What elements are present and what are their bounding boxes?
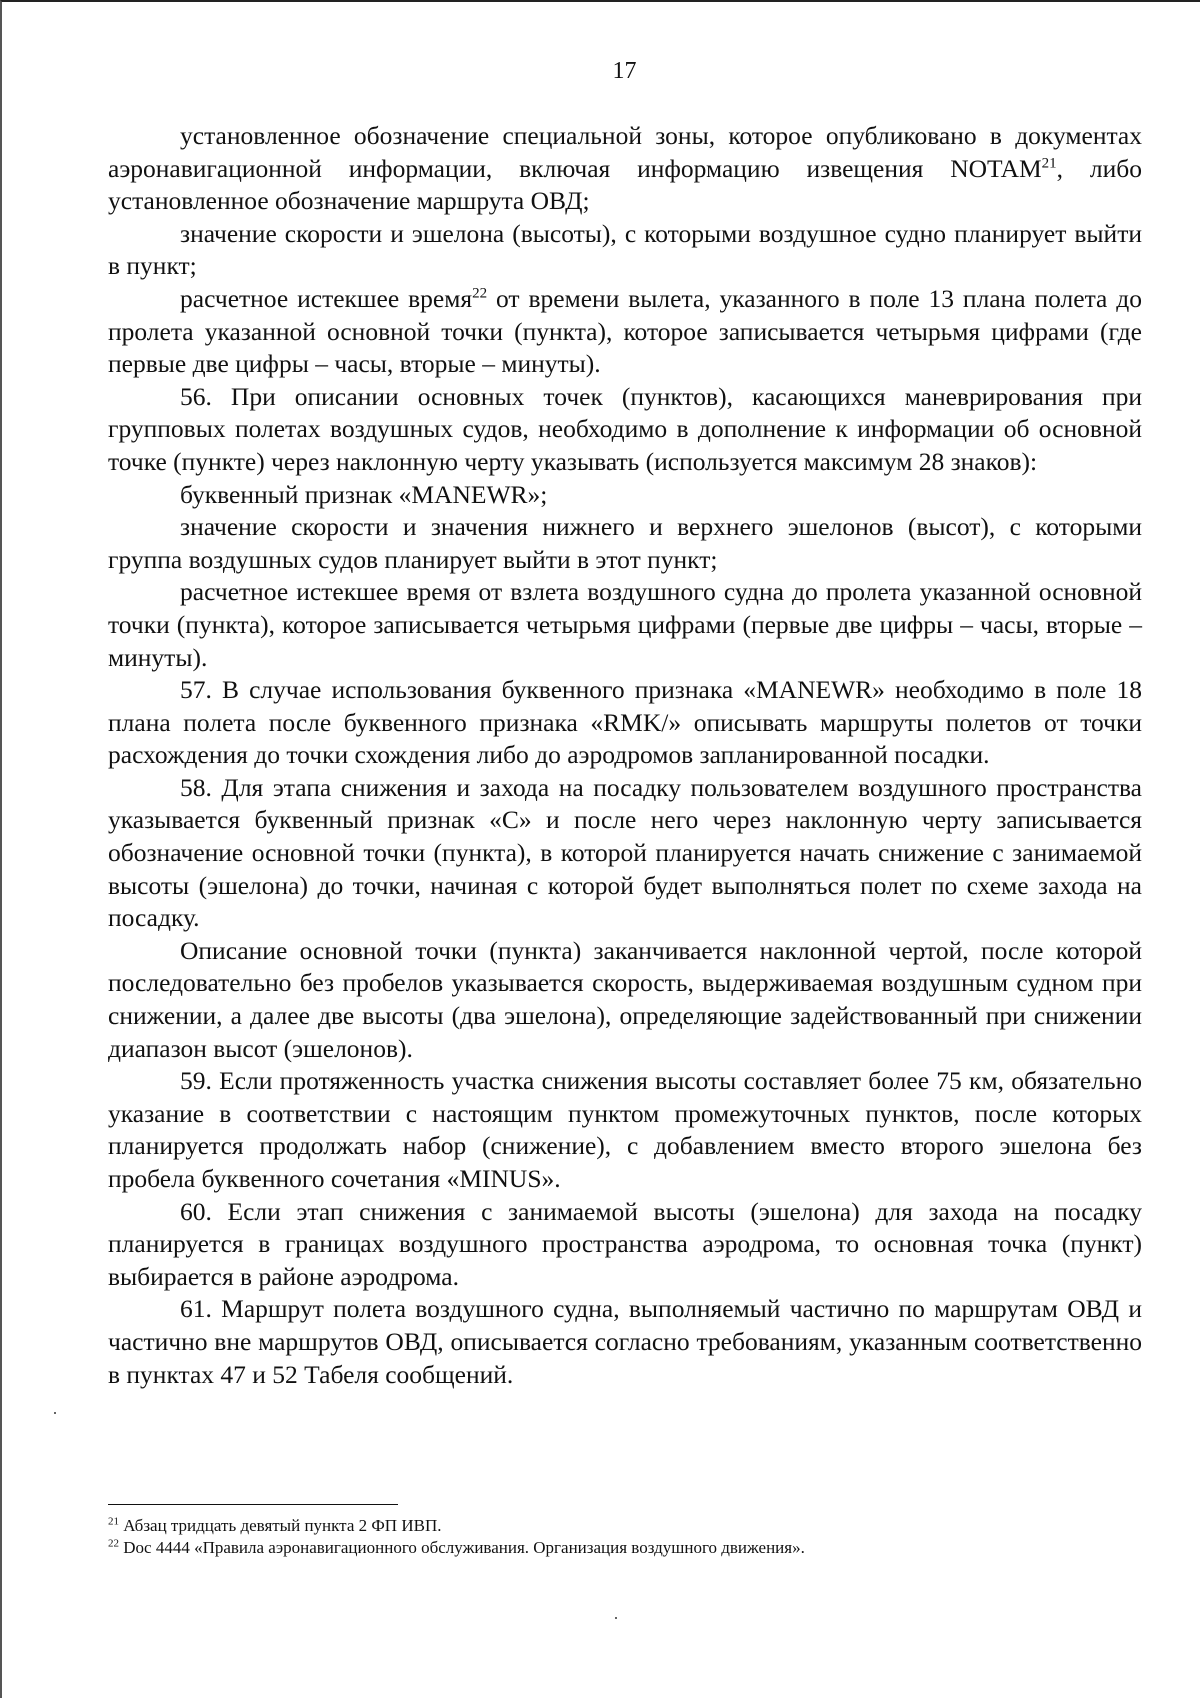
footnote-ref[interactable]: 21 [1041, 155, 1057, 172]
body-text [108, 120, 1142, 1391]
paragraph: буквенный признак «MANEWR»; [180, 479, 548, 509]
paragraph: 60. Если этап снижения с занимаемой высоты (эшелона) для захода на посадку планируется в границах воздушного пространства аэродрома, то основная точка (пункт) выбирается в районе аэродрома. [108, 1196, 1142, 1291]
paragraph: расчетное истекшее время от взлета воздушного судна до пролета указанной основной точки (пункта), которое записывается четырьмя цифрами (первые две цифры – часы, вторые – минуты). [108, 577, 1142, 672]
paragraph: расчетное истекшее время$^{22}$ от времени вылета, указанного в поле 13 плана полета до пролета указанной основной точки (пункта), которое записывается четырьмя цифрами (где первые две цифры – часы, вторые – минуты). [108, 283, 1143, 379]
paragraph: Описание основной точки (пункта) заканчивается наклонной чертой, после которой последовательно без пробелов указывается скорость, выдерживаемая воздушным судном при снижении, а далее две высоты (два эшелона), определяющие задействованный при снижении диапазон высот (эшелонов). [108, 935, 1142, 1063]
paragraph: 57. В случае использования буквенного признака «MANEWR» необходимо в поле 18 плана полета после буквенного признака «RMK/» описывать маршруты полетов от точки расхождения до точки схождения либо до аэродромов запланированной посадки. [108, 675, 1142, 770]
paragraph: установленное обозначение специальной зоны, которое опубликовано в документах аэронавигационной информации, включая информацию извещения NOTAM$^{21}$, либо установленное обозначение маршрута ОВД; [108, 121, 1142, 216]
footnotes [108, 1515, 1142, 1559]
footnote-ref[interactable]: 22 [472, 285, 488, 302]
page-number: 17 [612, 58, 637, 84]
paragraph: значение скорости и эшелона (высоты), с которыми воздушное судно планирует выйти в пункт; [108, 218, 1142, 281]
paragraph: 56. При описании основных точек (пунктов), касающихся маневрирования при групповых полетах воздушных судов, необходимо в дополнение к информации об основной точке (пункте) через наклонную черту указывать (используется максимум 28 знаков): [108, 381, 1142, 476]
footnote: $^{22}$ Doc 4444 «Правила аэронавигационного обслуживания. Организация воздушного движения». [108, 1537, 805, 1557]
scan-speck [54, 1412, 56, 1414]
paragraph: 61. Маршрут полета воздушного судна, выполняемый частично по маршрутам ОВД и частично вне маршрутов ОВД, описывается согласно требованиям, указанным соответственно в пунктах 47 и 52 Табеля сообщений. [108, 1294, 1142, 1389]
paragraph: значение скорости и значения нижнего и верхнего эшелонов (высот), с которыми группа воздушных судов планирует выйти в этот пункт; [108, 512, 1142, 574]
paragraph: 58. Для этапа снижения и захода на посадку пользователем воздушного пространства указывается буквенный признак «С» и после него через наклонную черту записывается обозначение основной точки (пункта), в которой планируется начать снижение с занимаемой высоты (эшелона) до точки, начиная с которой будет выполняться полет по схеме захода на посадку. [108, 772, 1142, 933]
footnote-separator [108, 1504, 398, 1505]
footnote: $^{21}$ Абзац тридцать девятый пункта 2 ФП ИВП. [108, 1515, 442, 1535]
scan-speck [615, 1617, 617, 1619]
paragraph: 59. Если протяженность участка снижения высоты составляет более 75 км, обязательно указание в соответствии с настоящим пунктом промежуточных пунктов, после которых планируется продолжать набор (снижение), с добавлением вместо второго эшелона без пробела буквенного сочетания «MINUS». [108, 1066, 1142, 1193]
